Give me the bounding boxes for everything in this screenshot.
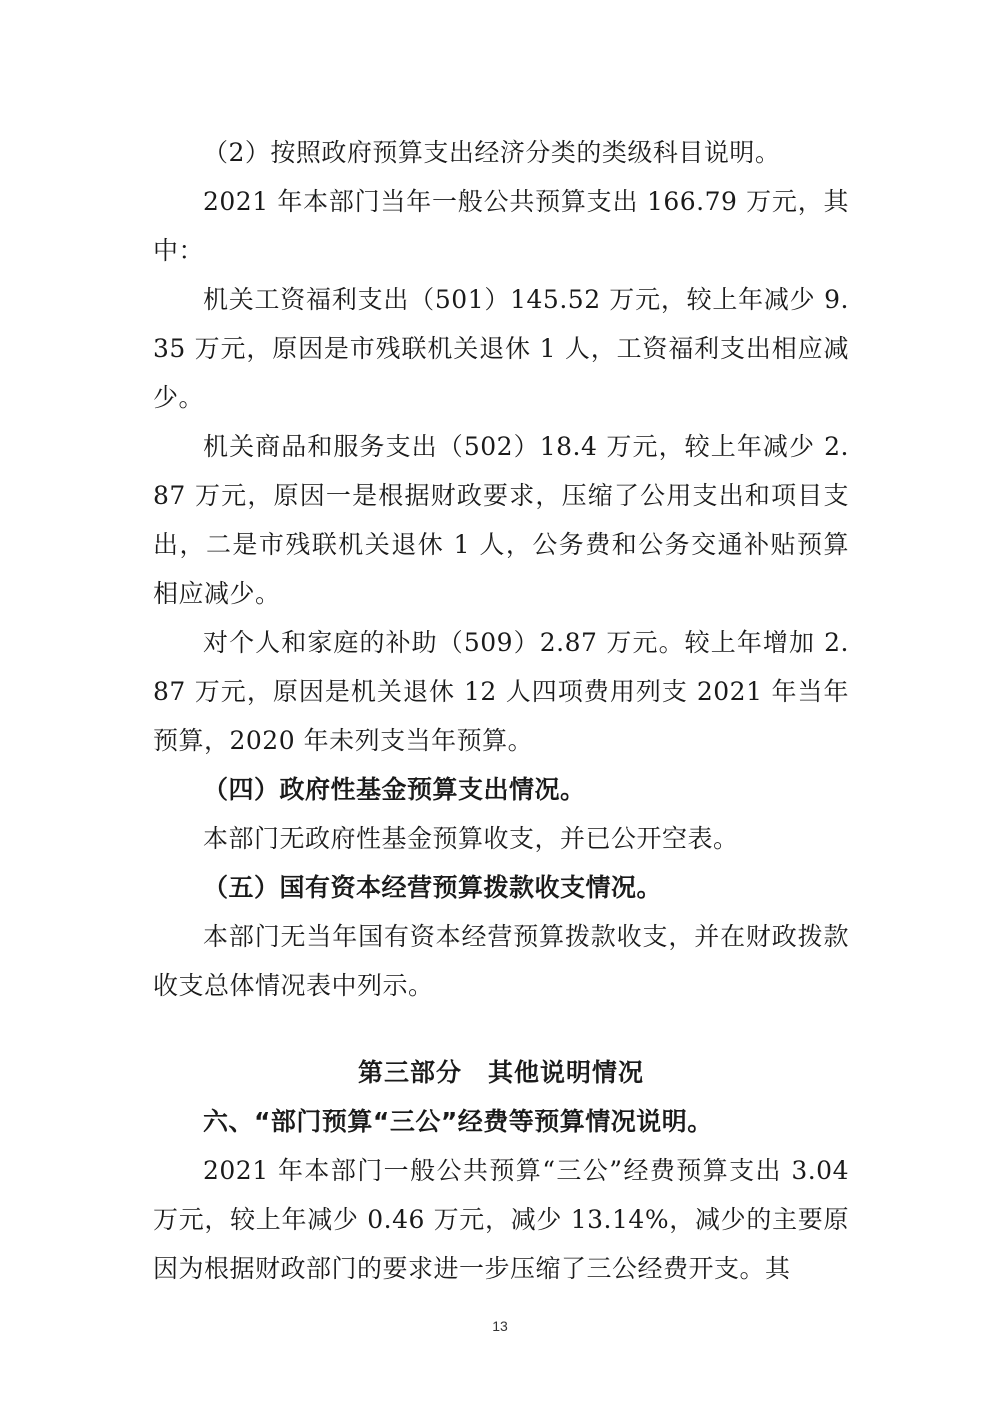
heading-three-public-expenses: 六、“部门预算“三公”经费等预算情况说明。 (203, 1107, 713, 1136)
paragraph-item-2-explanation: （2）按照政府预算支出经济分类的类级科目说明。 (203, 138, 781, 167)
paragraph-government-fund: 本部门无政府性基金预算收支，并已公开空表。 (203, 824, 739, 853)
heading-state-capital: （五）国有资本经营预算拨款收支情况。 (203, 873, 663, 902)
document-body (153, 128, 849, 1293)
paragraph-salary-welfare: 机关工资福利支出（501）145.52 万元，较上年减少 9.35 万元，原因是市残联机关退休 1 人，工资福利支出相应减少。 (153, 285, 849, 412)
paragraph-goods-services: 机关商品和服务支出（502）18.4 万元，较上年减少 2.87 万元，原因一是根据财政要求，压缩了公用支出和项目支出，二是市残联机关退休 1 人，公务费和公务交通补贴预算相应减少。 (153, 432, 849, 608)
paragraph-three-public-expenses: 2021 年本部门一般公共预算“三公”经费预算支出 3.04 万元，较上年减少 0.46 万元，减少 13.14%，减少的主要原因为根据财政部门的要求进一步压缩了三公经费开支。其 (153, 1156, 849, 1283)
paragraph-state-capital: 本部门无当年国有资本经营预算拨款收支，并在财政拨款收支总体情况表中列示。 (153, 922, 849, 1000)
paragraph-household-subsidy: 对个人和家庭的补助（509）2.87 万元。较上年增加 2.87 万元，原因是机关退休 12 人四项费用列支 2021 年当年预算，2020 年未列支当年预算。 (153, 628, 849, 755)
paragraph-total-expenditure: 2021 年本部门当年一般公共预算支出 166.79 万元，其中： (153, 187, 849, 265)
heading-government-fund: （四）政府性基金预算支出情况。 (203, 775, 586, 804)
page-number: 13 (492, 1318, 508, 1334)
section-title: 第三部分 其他说明情况 (357, 1058, 644, 1087)
